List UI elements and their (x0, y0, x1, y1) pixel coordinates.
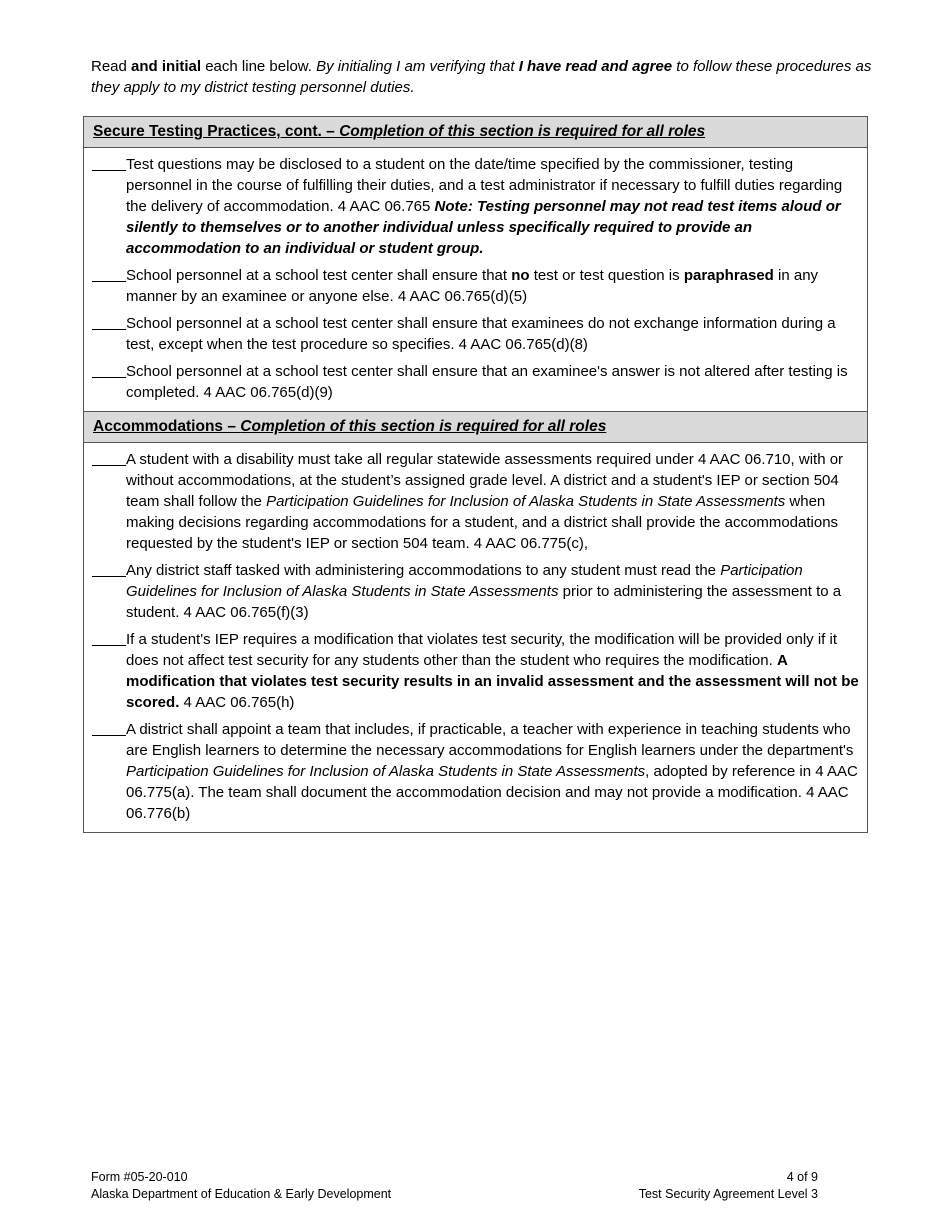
item-text: School personnel at a school test center shall ensure that an examinee's answer is not altered after testing is completed. 4 AAC 06.765(d)(9) (126, 363, 848, 401)
intro-text: each line below. (201, 58, 317, 75)
initial-blank[interactable] (92, 560, 126, 577)
initial-blank[interactable] (92, 629, 126, 646)
item-text: , adopted by reference in 4 AAC 06.775(a). The team shall document the accommodation decision and may not provide a modification. 4 AAC 06.776(b) (126, 763, 858, 822)
item-text: If a student's IEP requires a modification that violates test security, the modification will be provided only if it does not affect test security for any students other than the student who requires the modification. (126, 631, 837, 669)
item-text: A student with a disability must take all regular statewide assessments required under 4 AAC 06.710, with or without accommodations, at the student’s assigned grade level. A district and a student's IEP or section 504 team shall follow the (126, 451, 844, 510)
section-header-secure-testing (84, 117, 867, 148)
section-title: Accommodations – (93, 418, 241, 435)
item-text: Any district staff tasked with administering accommodations to any student must read the (126, 562, 721, 579)
intro-bold-italic: I have read and agree (518, 58, 673, 75)
intro-bold: and initial (131, 58, 202, 75)
initial-blank[interactable] (92, 449, 126, 466)
document-title: Test Security Agreement Level 3 (638, 1187, 818, 1201)
item-bold: A modification that violates test security results in an invalid assessment and the assessment will not be scored. (126, 652, 859, 711)
item-text: Test questions may be disclosed to a student on the date/time specified by the commissioner, testing personnel in the course of fulfilling their duties, and a test administrator if necessary to fulfill duties regarding the delivery of accommodation. 4 AAC 06.765 (126, 156, 843, 215)
list-item (92, 629, 859, 713)
agreement-table (83, 116, 868, 833)
list-item (92, 154, 859, 259)
section-items-accommodations (84, 443, 867, 832)
initial-blank[interactable] (92, 361, 126, 378)
section-items-secure-testing (84, 148, 867, 411)
department-name: Alaska Department of Education & Early Development (91, 1187, 392, 1201)
initial-blank[interactable] (92, 719, 126, 736)
intro-italic: to follow these procedures as they apply to my district testing personnel duties. (91, 58, 872, 96)
list-item (92, 313, 859, 355)
item-bold: no (511, 267, 530, 284)
initial-blank[interactable] (92, 265, 126, 282)
item-bold: paraphrased (683, 267, 774, 284)
section-header-accommodations (84, 411, 867, 443)
item-text: School personnel at a school test center shall ensure that examinees do not exchange information during a test, except when the test procedure so specifies. 4 AAC 06.765(d)(8) (126, 315, 836, 353)
list-item (92, 560, 859, 623)
item-italic: Participation Guidelines for Inclusion of Alaska Students in State Assessments (126, 763, 646, 780)
intro-italic: By initialing I am verifying that (316, 58, 519, 75)
section-title: Secure Testing Practices, cont. – (93, 123, 340, 140)
item-text: when making decisions regarding accommodations for a student, and a district shall provide the accommodations requested by the student's IEP or section 504 team. 4 AAC 06.775(c), (126, 493, 839, 552)
list-item (92, 719, 859, 824)
item-text: 4 AAC 06.765(h) (179, 694, 295, 711)
intro-paragraph (91, 56, 891, 98)
initial-blank[interactable] (92, 154, 126, 171)
item-italic: Participation Guidelines for Inclusion of Alaska Students in State Assessments (126, 562, 803, 600)
item-text: in any manner by an examinee or anyone else. 4 AAC 06.765(d)(5) (126, 267, 819, 305)
item-text: test or test question is (529, 267, 684, 284)
item-italic: Participation Guidelines for Inclusion of Alaska Students in State Assessments (266, 493, 786, 510)
item-text: A district shall appoint a team that includes, if practicable, a teacher with experience in teaching students who are English learners to determine the necessary accommodations for English learners under the department's (126, 721, 854, 759)
section-subtitle: Completion of this section is required for all roles (240, 418, 607, 435)
item-text: prior to administering the assessment to a student. 4 AAC 06.765(f)(3) (126, 583, 842, 621)
initial-blank[interactable] (92, 313, 126, 330)
footer-right (600, 1169, 818, 1203)
list-item (92, 361, 859, 403)
section-subtitle: Completion of this section is required for all roles (339, 123, 706, 140)
intro-text: Read (91, 58, 132, 75)
list-item (92, 265, 859, 307)
item-note: Note: Testing personnel may not read test items aloud or silently to themselves or to another individual unless specifically required to provide an accommodation to an individual or student group. (126, 198, 841, 257)
list-item (92, 449, 859, 554)
footer-left (91, 1169, 391, 1203)
form-number: Form #05-20-010 (91, 1170, 188, 1184)
page-number: 4 of 9 (786, 1170, 818, 1184)
item-text: School personnel at a school test center shall ensure that (126, 267, 512, 284)
